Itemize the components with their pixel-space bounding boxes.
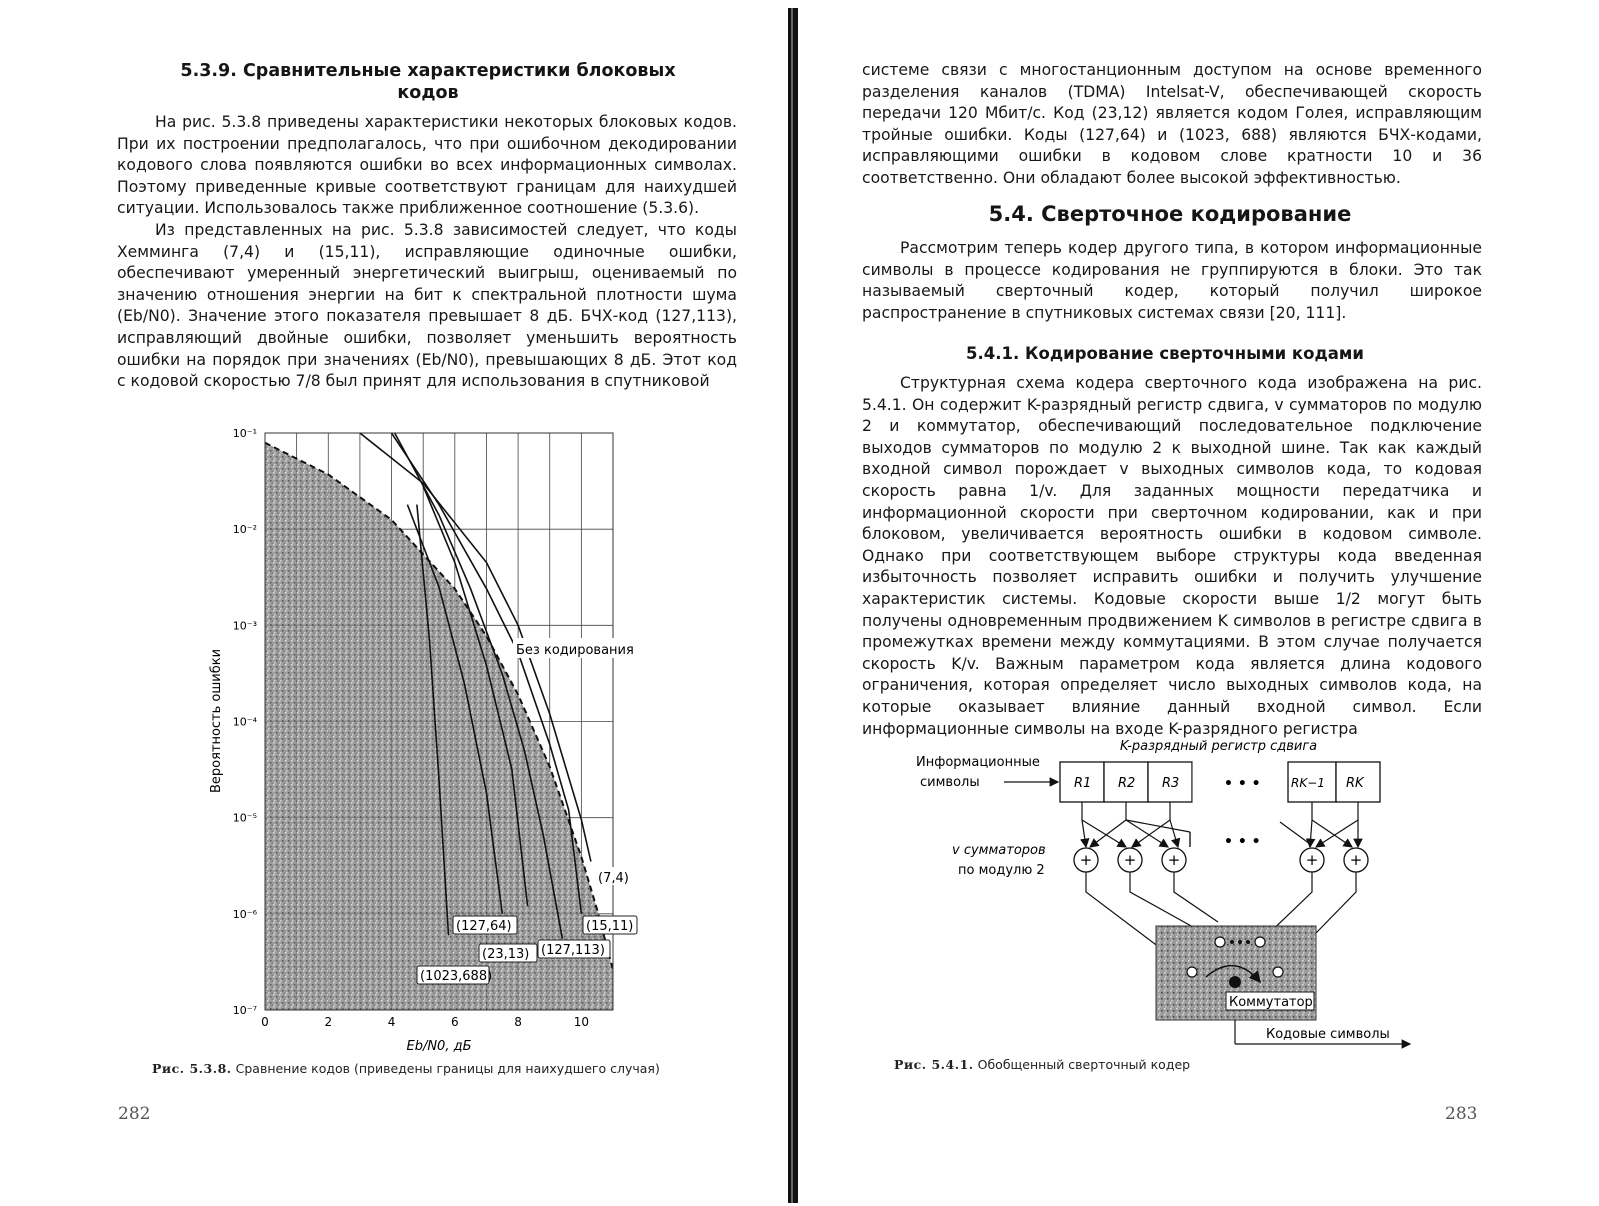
annotation-no-coding: Без кодирования xyxy=(516,643,634,658)
adders-label-line2: по модулю 2 xyxy=(958,863,1045,878)
x-tick-label: 6 xyxy=(450,1015,459,1029)
paragraph-5-3-9-second: Из представленных на рис. 5.3.8 зависимостей следует, что коды Хемминга (7,4) и (15,11), исправляющие одиночные ошибки, обеспечивают умеренный энергетический выигрыш, оцениваемый по значению отношения энергии на бит к спектральной плотности шума (Eb/N0). Значение этого показателя превышает 8 дБ. БЧХ-код (127,113), исправляющий двойные ошибки, позволяет уменьшить вероятность ошибки на порядок при значениях (Eb/N0), превышающих 8 дБ. Этот код с кодовой скоростью 7/8 был принят для использования в спутниковой xyxy=(117,221,737,391)
adder-5-symbol: + xyxy=(1349,851,1363,869)
label-127-64: (127,64) xyxy=(456,919,512,934)
subsection-heading-5-4-1: 5.4.1. Кодирование сверточными кодами xyxy=(966,344,1364,363)
adder-3-symbol: + xyxy=(1167,851,1181,869)
commutator-label: Коммутатор xyxy=(1229,995,1313,1010)
label-23-13: (23,13) xyxy=(482,947,530,962)
caption-text-right: Обобщенный сверточный кодер xyxy=(977,1057,1191,1072)
input-label-line2: символы xyxy=(920,775,980,790)
y-axis-label: Вероятность ошибки xyxy=(209,648,224,794)
adder-4-symbol: + xyxy=(1305,851,1319,869)
label-7-4: (7,4) xyxy=(598,871,629,886)
x-tick-label: 10 xyxy=(573,1015,590,1029)
y-tick-label: 10⁻⁴ xyxy=(232,715,257,729)
output-label: Кодовые символы xyxy=(1266,1027,1390,1042)
cell-rk-1: RK−1 xyxy=(1291,776,1325,790)
left-page xyxy=(0,0,790,1206)
adder-2-symbol: + xyxy=(1123,851,1137,869)
x-tick-label: 0 xyxy=(261,1015,269,1029)
label-127-113: (127,113) xyxy=(541,943,605,958)
code-comparison-chart xyxy=(195,418,655,1058)
section-heading-5-4: 5.4. Сверточное кодирование xyxy=(988,202,1352,226)
convolutional-encoder-diagram xyxy=(900,732,1430,1062)
y-tick-label: 10⁻³ xyxy=(232,619,257,633)
paragraph-5-4-1: Структурная схема кодера сверточного кода изображена на рис. 5.4.1. Он содержит K-разрядный регистр сдвига, v сумматоров по модулю 2 и коммутатор, обеспечивающий последовательное подключение выходов сумматоров по модулю 2 к выходной шине. Так как каждый входной символ порождает v выходных символов кода, то кодовая скорость равна 1/v. Для заданных мощности передатчика и информационной скорости при сверточном кодировании, как и при блоковом, увеличивается вероятность ошибки в кодовом символе. Однако при соответствующем выборе структуры кода введенная избыточность позволяет исправить ошибки и получить улучшение характеристик системы. Кодовые скорости выше 1/2 могут быть получены одновременным продвижением K символов в регистре сдвига в промежутках времени между коммутациями. В этом случае получается скорость K/v. Важным параметром кода является длина кодового ограничения, которая определяет число выходных символов кода, на которые оказывает влияние данный входной символ. Если информационные символы на входе K-разрядного регистра xyxy=(862,374,1482,738)
x-tick-label: 8 xyxy=(514,1015,522,1029)
chart-shaded-region xyxy=(265,443,613,1010)
section-heading-5-3-9: 5.3.9. Сравнительные характеристики блоковых кодов xyxy=(180,61,676,103)
paragraph-5-3-9-first: На рис. 5.3.8 приведены характеристики некоторых блоковых кодов. При их построении предполагалось, что при ошибочном декодировании кодового слова появляются ошибки во всех информационных символах. Поэтому приведенные кривые соответствуют границам для наихудшей ситуации. Использовалось также приближенное соотношение (5.3.6). xyxy=(117,113,737,218)
register-label: K-разрядный регистр сдвига xyxy=(1120,739,1318,754)
figure-caption-5-4-1 xyxy=(894,1057,1394,1072)
y-tick-labels xyxy=(233,427,258,1017)
book-spine xyxy=(788,8,798,1203)
adder-1-symbol: + xyxy=(1079,851,1093,869)
y-tick-label: 10⁻² xyxy=(232,523,257,537)
paragraph-5-4-first: Рассмотрим теперь кодер другого типа, в котором информационные символы в процессе кодирования не группируются в блоки. Это так называемый сверточный кодер, который получил широкое распространение в спутниковых системах связи [20, 111]. xyxy=(862,239,1482,322)
adders xyxy=(1074,848,1368,872)
x-axis-label: Eb/N0, дБ xyxy=(406,1039,472,1054)
page-number-left: 282 xyxy=(118,1104,151,1124)
register-ellipsis: • • • xyxy=(1224,776,1261,792)
paragraph-continued: системе связи с многостанционным доступом на основе временного разделения каналов (TDMA) Intelsat-V, обеспечивающей скорость передачи 120 Мбит/с. Код (23,12) является кодом Голея, исправляющим тройные ошибки. Коды (127,64) и (1023, 688) являются БЧХ-кодами, исправляющими ошибки в кодовом слове кратности 10 и 36 соответственно. Они обладают более высокой эффективностью. xyxy=(862,61,1482,187)
y-tick-label: 10⁻¹ xyxy=(232,427,257,440)
right-page xyxy=(800,0,1599,1206)
caption-label: Рис. 5.3.8. xyxy=(152,1061,232,1076)
caption-label-right: Рис. 5.4.1. xyxy=(894,1057,974,1072)
x-tick-label: 4 xyxy=(387,1015,396,1029)
label-15-11: (15,11) xyxy=(586,919,634,934)
adders-ellipsis: • • • xyxy=(1224,834,1261,850)
input-label-line1: Информационные xyxy=(916,755,1040,770)
cell-rk: RK xyxy=(1346,776,1364,791)
y-tick-label: 10⁻⁶ xyxy=(232,907,257,921)
shaded-area xyxy=(265,443,613,1010)
x-tick-labels xyxy=(261,1015,589,1029)
figure-caption-5-3-8 xyxy=(152,1061,752,1076)
cell-r2: R2 xyxy=(1118,776,1136,791)
book-spine-highlight xyxy=(791,8,793,1203)
page-number-right: 283 xyxy=(1445,1104,1478,1124)
register-taps xyxy=(1082,802,1358,847)
commutator-pivot xyxy=(1229,976,1241,988)
shift-register xyxy=(1060,762,1380,802)
x-tick-label: 2 xyxy=(324,1015,333,1029)
caption-text: Сравнение кодов (приведены границы для наихудшего случая) xyxy=(235,1061,660,1076)
cell-r3: R3 xyxy=(1162,776,1180,791)
y-tick-label: 10⁻⁵ xyxy=(232,811,257,825)
y-tick-label: 10⁻⁷ xyxy=(232,1004,257,1017)
cell-r1: R1 xyxy=(1074,776,1092,791)
adders-label-line1: v сумматоров xyxy=(952,843,1046,858)
label-1023-688: (1023,688) xyxy=(420,969,493,984)
